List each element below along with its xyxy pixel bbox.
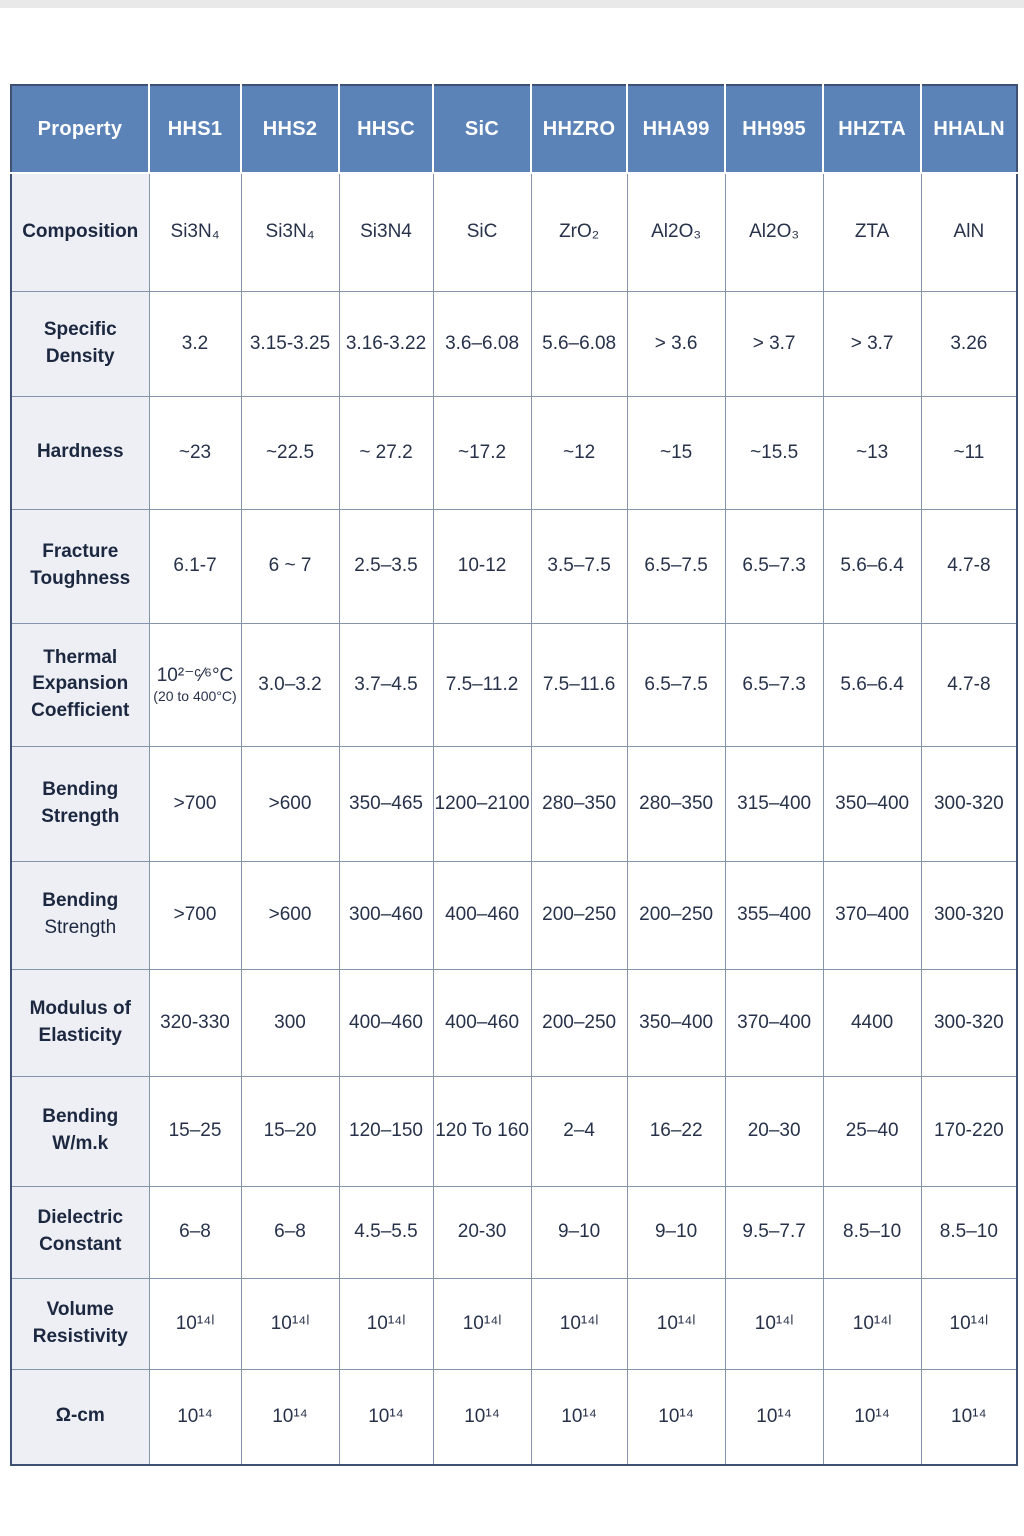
value-cell: ~23	[149, 396, 241, 509]
value-cell: 4.5–5.5	[339, 1186, 433, 1278]
row-label	[11, 1369, 149, 1465]
row-label-text: Volume Resistivity	[32, 1298, 128, 1347]
value-cell: 10¹⁴	[433, 1369, 531, 1465]
value-cell: 9–10	[627, 1186, 725, 1278]
row-label-text: Thermal Expansion Coefficient	[31, 646, 130, 721]
value-cell: 6.5–7.3	[725, 509, 823, 623]
value-cell: 10¹⁴ˡ	[241, 1278, 339, 1369]
value-cell: 4400	[823, 969, 921, 1076]
table-row	[11, 746, 1017, 861]
value-cell: 400–460	[339, 969, 433, 1076]
value-cell: >600	[241, 861, 339, 969]
row-label-text: Bending Strength	[41, 778, 120, 827]
value-cell: 2–4	[531, 1076, 627, 1186]
value-cell: 350–400	[823, 746, 921, 861]
value-cell: 3.5–7.5	[531, 509, 627, 623]
row-label-text: Fracture Toughness	[30, 541, 131, 589]
value-cell: 350–400	[627, 969, 725, 1076]
header-cell-hhaln: HHALN	[921, 85, 1017, 173]
row-label	[11, 623, 149, 746]
row-label-text: Ω-cm	[55, 1405, 105, 1427]
value-cell: 10¹⁴ˡ	[339, 1278, 433, 1369]
value-cell: 1200–2100	[433, 746, 531, 861]
row-label	[11, 969, 149, 1076]
row-label	[11, 1076, 149, 1186]
value-cell: ~ 27.2	[339, 396, 433, 509]
value-cell: 15–25	[149, 1076, 241, 1186]
value-cell: 320-330	[149, 969, 241, 1076]
value-cell: ~15	[627, 396, 725, 509]
value-cell: 5.6–6.4	[823, 509, 921, 623]
value-cell: ~11	[921, 396, 1017, 509]
value-cell: > 3.6	[627, 291, 725, 396]
value-cell: ZTA	[823, 173, 921, 291]
table-row	[11, 1278, 1017, 1369]
value-cell: 10¹⁴ˡ	[149, 1278, 241, 1369]
value-sub: (20 to 400°C)	[153, 688, 237, 705]
value-cell: 200–250	[531, 861, 627, 969]
value-cell: 20-30	[433, 1186, 531, 1278]
header-cell-sic: SiC	[433, 85, 531, 173]
row-label	[11, 1186, 149, 1278]
value-cell: 9.5–7.7	[725, 1186, 823, 1278]
row-label	[11, 1278, 149, 1369]
table-row	[11, 173, 1017, 291]
value-cell: Al2O₃	[627, 173, 725, 291]
table-row	[11, 291, 1017, 396]
row-label	[11, 173, 149, 291]
row-label-text: Dielectric Constant	[37, 1207, 124, 1255]
value-cell: 6.5–7.5	[627, 509, 725, 623]
value-cell: 120–150	[339, 1076, 433, 1186]
value-cell: 170-220	[921, 1076, 1017, 1186]
value-cell: 300-320	[921, 746, 1017, 861]
value-cell: 300-320	[921, 969, 1017, 1076]
value-cell: SiC	[433, 173, 531, 291]
value-cell: 200–250	[627, 861, 725, 969]
value-cell: 6.1-7	[149, 509, 241, 623]
value-cell: 6.5–7.5	[627, 623, 725, 746]
value-cell: >600	[241, 746, 339, 861]
table-row	[11, 1369, 1017, 1465]
row-label-text: Specific Density	[43, 318, 117, 367]
header-cell-property: Property	[11, 85, 149, 173]
header-cell-hha99: HHA99	[627, 85, 725, 173]
value-cell: 7.5–11.6	[531, 623, 627, 746]
header-cell-hhs1: HHS1	[149, 85, 241, 173]
value-cell: 3.6–6.08	[433, 291, 531, 396]
value-cell: 300	[241, 969, 339, 1076]
row-label-text: Bending W/m.k	[42, 1106, 119, 1154]
header-cell-hhs2: HHS2	[241, 85, 339, 173]
value-cell: 3.15-3.25	[241, 291, 339, 396]
row-label	[11, 509, 149, 623]
value-cell: 3.2	[149, 291, 241, 396]
value-cell: 315–400	[725, 746, 823, 861]
value-cell: ~12	[531, 396, 627, 509]
value-cell: 370–400	[823, 861, 921, 969]
value-cell: 2.5–3.5	[339, 509, 433, 623]
value-cell: 10-12	[433, 509, 531, 623]
value-cell: 6–8	[149, 1186, 241, 1278]
header-cell-hhsc: HHSC	[339, 85, 433, 173]
value-cell: 7.5–11.2	[433, 623, 531, 746]
row-label	[11, 861, 149, 969]
value-cell: 280–350	[531, 746, 627, 861]
value-cell: 200–250	[531, 969, 627, 1076]
value-cell: 300–460	[339, 861, 433, 969]
value-cell: >700	[149, 746, 241, 861]
value-cell	[149, 623, 241, 746]
material-properties-table	[10, 84, 1018, 1466]
row-label-text: Hardness	[36, 441, 124, 463]
value-cell: Si3N4	[339, 173, 433, 291]
value-cell: 9–10	[531, 1186, 627, 1278]
value-cell: >700	[149, 861, 241, 969]
value-cell: 370–400	[725, 969, 823, 1076]
value-cell: 280–350	[627, 746, 725, 861]
value-cell: 15–20	[241, 1076, 339, 1186]
header-cell-hhzta: HHZTA	[823, 85, 921, 173]
table-row	[11, 861, 1017, 969]
value-cell: ~13	[823, 396, 921, 509]
row-label-text: Bending	[42, 890, 119, 912]
value-cell: 10¹⁴ˡ	[531, 1278, 627, 1369]
value-cell: 10¹⁴	[823, 1369, 921, 1465]
value-cell: 4.7-8	[921, 623, 1017, 746]
value-cell: 10¹⁴ˡ	[627, 1278, 725, 1369]
value-cell: 8.5–10	[921, 1186, 1017, 1278]
value-cell: 10¹⁴ˡ	[823, 1278, 921, 1369]
value-cell: 6.5–7.3	[725, 623, 823, 746]
value-cell: 5.6–6.4	[823, 623, 921, 746]
header-cell-hhzro: HHZRO	[531, 85, 627, 173]
value-cell: 25–40	[823, 1076, 921, 1186]
value-cell: 3.7–4.5	[339, 623, 433, 746]
value-cell: ~22.5	[241, 396, 339, 509]
value-cell: 10¹⁴	[339, 1369, 433, 1465]
value-cell: 10¹⁴	[921, 1369, 1017, 1465]
value-cell: AlN	[921, 173, 1017, 291]
value-cell: 16–22	[627, 1076, 725, 1186]
value-cell: ~17.2	[433, 396, 531, 509]
row-label	[11, 291, 149, 396]
value-cell: 10¹⁴	[725, 1369, 823, 1465]
row-label	[11, 746, 149, 861]
header-row	[11, 85, 1017, 173]
value-cell: > 3.7	[823, 291, 921, 396]
row-label-text: Composition	[22, 220, 139, 242]
table-row	[11, 1076, 1017, 1186]
table-row	[11, 623, 1017, 746]
value-cell: 355–400	[725, 861, 823, 969]
header-cell-hh995: HH995	[725, 85, 823, 173]
value-cell: 10¹⁴ˡ	[921, 1278, 1017, 1369]
value-cell: 10¹⁴	[627, 1369, 725, 1465]
value-cell: Al2O₃	[725, 173, 823, 291]
value-main: 10²⁻ᶜ⁄⁶°C	[156, 664, 234, 686]
value-cell: 6 ~ 7	[241, 509, 339, 623]
value-cell: 400–460	[433, 969, 531, 1076]
table-row	[11, 509, 1017, 623]
row-label-secondary: Strength	[44, 917, 117, 938]
value-cell: 3.16-3.22	[339, 291, 433, 396]
value-cell: 10¹⁴ˡ	[725, 1278, 823, 1369]
value-cell: ~15.5	[725, 396, 823, 509]
value-cell: 20–30	[725, 1076, 823, 1186]
value-cell: 10¹⁴	[531, 1369, 627, 1465]
value-cell: 10¹⁴ˡ	[433, 1278, 531, 1369]
value-cell: 8.5–10	[823, 1186, 921, 1278]
value-cell: 400–460	[433, 861, 531, 969]
value-cell: 350–465	[339, 746, 433, 861]
value-cell: 3.26	[921, 291, 1017, 396]
value-cell: > 3.7	[725, 291, 823, 396]
table-row	[11, 396, 1017, 509]
value-cell: Si3N₄	[149, 173, 241, 291]
value-cell: 10¹⁴	[149, 1369, 241, 1465]
row-label	[11, 396, 149, 509]
value-cell: 120 To 160	[433, 1076, 531, 1186]
value-cell: Si3N₄	[241, 173, 339, 291]
top-strip	[0, 0, 1024, 8]
row-label-text: Modulus of Elasticity	[29, 997, 131, 1046]
table-row	[11, 969, 1017, 1076]
table-row	[11, 1186, 1017, 1278]
value-cell: 4.7-8	[921, 509, 1017, 623]
value-cell: 5.6–6.08	[531, 291, 627, 396]
value-cell: 6–8	[241, 1186, 339, 1278]
value-cell: ZrO₂	[531, 173, 627, 291]
value-cell: 300-320	[921, 861, 1017, 969]
value-cell: 10¹⁴	[241, 1369, 339, 1465]
value-cell: 3.0–3.2	[241, 623, 339, 746]
